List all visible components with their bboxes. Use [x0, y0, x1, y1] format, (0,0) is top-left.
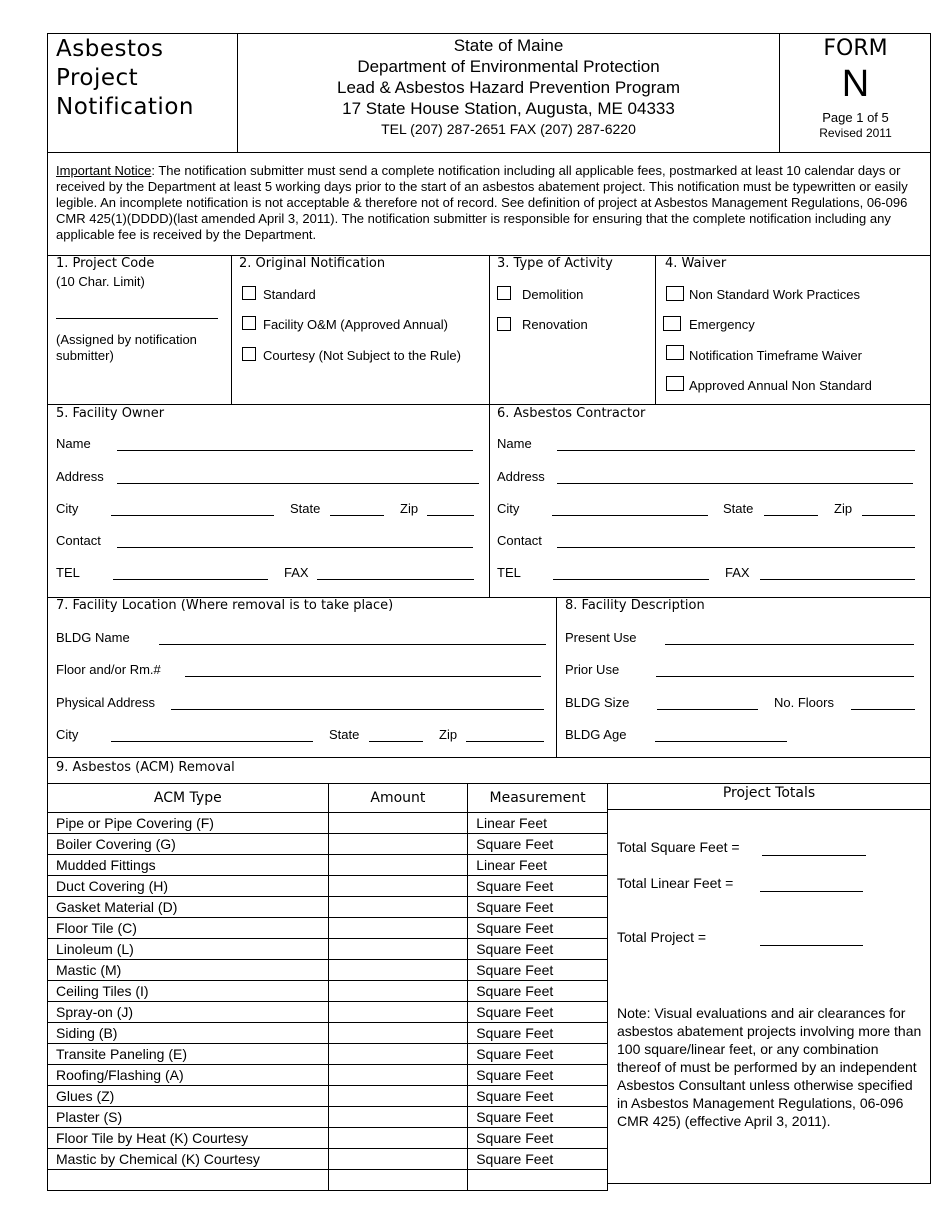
acm-row: [48, 1086, 608, 1107]
bldg-size-label: BLDG Size: [565, 695, 630, 710]
floor-room-field[interactable]: [185, 676, 541, 677]
owner-address-field[interactable]: [117, 483, 479, 484]
owner-contact-label: Contact: [56, 533, 101, 548]
form-title-line: Notification: [56, 94, 194, 120]
owner-state-field[interactable]: [330, 515, 384, 516]
divider: [489, 255, 490, 405]
measurement-cell: Square Feet: [468, 1044, 608, 1065]
demolition-checkbox[interactable]: [497, 286, 511, 300]
owner-name-field[interactable]: [117, 450, 473, 451]
owner-contact-field[interactable]: [117, 547, 473, 548]
amount-cell[interactable]: [328, 813, 468, 834]
section-3-title: 3. Type of Activity: [497, 256, 613, 271]
amount-cell[interactable]: [328, 1044, 468, 1065]
owner-tel-field[interactable]: [113, 579, 268, 580]
acm-type-cell: Mastic by Chemical (K) Courtesy: [48, 1149, 329, 1170]
acm-type-cell: Gasket Material (D): [48, 897, 329, 918]
amount-cell[interactable]: [328, 960, 468, 981]
contractor-state-label: State: [723, 501, 754, 516]
no-floors-label: No. Floors: [774, 695, 834, 710]
renovation-checkbox[interactable]: [497, 317, 511, 331]
owner-tel-label: TEL: [56, 565, 80, 580]
amount-cell[interactable]: [328, 855, 468, 876]
project-totals-header: Project Totals: [722, 785, 816, 801]
measurement-cell: Square Feet: [468, 1107, 608, 1128]
contractor-name-field[interactable]: [557, 450, 915, 451]
divider: [655, 255, 656, 405]
bldg-name-field[interactable]: [159, 644, 546, 645]
acm-row: [48, 1128, 608, 1149]
physical-address-label: Physical Address: [56, 695, 155, 710]
section-7-title: 7. Facility Location (Where removal is to take place): [56, 598, 394, 613]
owner-address-label: Address: [56, 469, 104, 484]
amount-header: Amount: [328, 784, 468, 813]
sections-7-8-box: [47, 597, 931, 758]
acm-row: [48, 1170, 608, 1191]
renovation-label: Renovation: [522, 317, 588, 332]
revised-date: Revised 2011: [819, 126, 892, 140]
owner-zip-label: Zip: [400, 501, 419, 516]
project-code-assigned: (Assigned by notification submitter): [56, 332, 197, 363]
bldg-age-label: BLDG Age: [565, 727, 627, 742]
no-floors-field[interactable]: [851, 709, 915, 710]
acm-type-cell: Roofing/Flashing (A): [48, 1065, 329, 1086]
contractor-zip-field[interactable]: [862, 515, 915, 516]
acm-row: [48, 960, 608, 981]
total-square-feet-label: Total Square Feet =: [617, 839, 740, 855]
acm-type-cell: Spray-on (J): [48, 1002, 329, 1023]
emergency-label: Emergency: [689, 317, 755, 332]
acm-type-cell: Linoleum (L): [48, 939, 329, 960]
agency-line: 17 State House Station, Augusta, ME 04333: [342, 99, 675, 118]
acm-type-cell: Duct Covering (H): [48, 876, 329, 897]
acm-type-cell: Glues (Z): [48, 1086, 329, 1107]
important-notice: [56, 163, 922, 243]
page-number: Page 1 of 5: [822, 110, 889, 125]
acm-type-cell: Ceiling Tiles (I): [48, 981, 329, 1002]
measurement-cell: Square Feet: [468, 1002, 608, 1023]
amount-cell[interactable]: [328, 1170, 468, 1191]
acm-type-cell: Boiler Covering (G): [48, 834, 329, 855]
acm-row: [48, 813, 608, 834]
acm-row: [48, 1023, 608, 1044]
measurement-cell: Square Feet: [468, 1023, 608, 1044]
measurement-cell: Square Feet: [468, 876, 608, 897]
section-9-title: 9. Asbestos (ACM) Removal: [56, 760, 235, 775]
form-title-line: Project: [56, 65, 139, 91]
agency-line: State of Maine: [453, 36, 564, 55]
location-state-field[interactable]: [369, 741, 423, 742]
acm-row: [48, 1002, 608, 1023]
divider: [489, 404, 490, 598]
facility-om-label: Facility O&M (Approved Annual): [263, 317, 448, 332]
divider: [556, 597, 557, 758]
contractor-contact-label: Contact: [497, 533, 542, 548]
location-city-field[interactable]: [111, 741, 313, 742]
acm-row: [48, 876, 608, 897]
measurement-cell: Square Feet: [468, 1065, 608, 1086]
measurement-cell: Square Feet: [468, 1149, 608, 1170]
present-use-label: Present Use: [565, 630, 637, 645]
contractor-state-field[interactable]: [764, 515, 818, 516]
physical-address-field[interactable]: [171, 709, 544, 710]
floor-room-label: Floor and/or Rm.#: [56, 662, 161, 677]
acm-header-row: [48, 784, 608, 813]
owner-name-label: Name: [56, 436, 91, 451]
location-zip-field[interactable]: [466, 741, 544, 742]
measurement-cell: Square Feet: [468, 918, 608, 939]
non-standard-checkbox[interactable]: [666, 286, 684, 301]
contractor-city-field[interactable]: [552, 515, 708, 516]
amount-cell[interactable]: [328, 939, 468, 960]
notice-label: Important Notice: [56, 163, 152, 178]
agency-line: Lead & Asbestos Hazard Prevention Program: [336, 78, 681, 97]
owner-state-label: State: [290, 501, 321, 516]
acm-row: [48, 981, 608, 1002]
acm-row: [48, 855, 608, 876]
standard-checkbox[interactable]: [242, 286, 256, 300]
acm-type-header: ACM Type: [48, 784, 329, 813]
owner-city-field[interactable]: [111, 515, 274, 516]
amount-cell[interactable]: [328, 897, 468, 918]
acm-row: [48, 1149, 608, 1170]
courtesy-checkbox[interactable]: [242, 347, 256, 361]
contractor-fax-field[interactable]: [760, 579, 915, 580]
consultant-note: Note: Visual evaluations and air clearances for asbestos abatement projects involving more than 100 square/linear feet, or any combination thereof of must be performed by an independent Asbestos Consultant unless otherwise specified in Asbestos Management Regulations, 06-096 CMR 425) (effective April 3, 2011).: [617, 1005, 922, 1129]
measurement-cell: Square Feet: [468, 834, 608, 855]
form-label: FORM: [823, 36, 888, 61]
agency-line: Department of Environmental Protection: [357, 57, 660, 76]
contractor-address-field[interactable]: [557, 483, 913, 484]
contractor-tel-label: TEL: [497, 565, 521, 580]
acm-type-cell: Plaster (S): [48, 1107, 329, 1128]
project-code-limit: (10 Char. Limit): [56, 274, 145, 289]
acm-row: [48, 1065, 608, 1086]
location-state-label: State: [329, 727, 360, 742]
bldg-name-label: BLDG Name: [56, 630, 130, 645]
emergency-checkbox[interactable]: [663, 316, 681, 331]
section-1-title: 1. Project Code: [56, 256, 155, 271]
acm-row: [48, 897, 608, 918]
acm-table: [47, 783, 608, 1191]
timeframe-waiver-checkbox[interactable]: [666, 345, 684, 360]
acm-type-cell: Transite Paneling (E): [48, 1044, 329, 1065]
measurement-cell: Square Feet: [468, 981, 608, 1002]
amount-cell[interactable]: [328, 918, 468, 939]
acm-row: [48, 834, 608, 855]
owner-fax-label: FAX: [284, 565, 309, 580]
section-4-title: 4. Waiver: [665, 256, 727, 271]
acm-row: [48, 1044, 608, 1065]
location-city-label: City: [56, 727, 79, 742]
amount-cell[interactable]: [328, 876, 468, 897]
contractor-address-label: Address: [497, 469, 545, 484]
measurement-cell: Linear Feet: [468, 813, 608, 834]
notice-text: : The notification submitter must send a complete notification including all applicable fees, postmarked at least 10 calendar days or received by the Department at least 5 working days prior to the start of an asbestos abatement project. This notification must be typewritten or easily legible. An incomplete notification is not acceptable & therefore not of record. See definition of project at Asbestos Management Regulations, 06-096 CMR 425(1)(DDDD)(last amended April 3, 2011). The notification submitter is responsible for ensuring that the complete notification including any applicable fee is received by the Department.: [56, 163, 908, 242]
section-2-title: 2. Original Notification: [239, 256, 386, 271]
measurement-cell: Square Feet: [468, 897, 608, 918]
acm-type-cell: [48, 1170, 329, 1191]
total-project-field[interactable]: [760, 945, 863, 946]
location-zip-label: Zip: [439, 727, 458, 742]
contractor-city-label: City: [497, 501, 520, 516]
non-standard-label: Non Standard Work Practices: [689, 287, 860, 302]
section-8-title: 8. Facility Description: [565, 598, 705, 613]
contractor-fax-label: FAX: [725, 565, 750, 580]
present-use-field[interactable]: [665, 644, 914, 645]
measurement-cell: Square Feet: [468, 1128, 608, 1149]
acm-type-cell: Floor Tile (C): [48, 918, 329, 939]
acm-type-cell: Mudded Fittings: [48, 855, 329, 876]
prior-use-label: Prior Use: [565, 662, 620, 677]
measurement-header: Measurement: [468, 784, 608, 813]
standard-label: Standard: [263, 287, 316, 302]
form-title-line: Asbestos: [56, 36, 164, 62]
section-5-title: 5. Facility Owner: [56, 406, 165, 421]
annual-non-standard-checkbox[interactable]: [666, 376, 684, 391]
owner-city-label: City: [56, 501, 79, 516]
demolition-label: Demolition: [522, 287, 584, 302]
amount-cell[interactable]: [328, 1065, 468, 1086]
courtesy-label: Courtesy (Not Subject to the Rule): [263, 348, 461, 363]
amount-cell[interactable]: [328, 834, 468, 855]
measurement-cell: Square Feet: [468, 960, 608, 981]
project-totals-header-line: [607, 809, 931, 810]
acm-type-cell: Siding (B): [48, 1023, 329, 1044]
form-title: [56, 35, 194, 122]
contractor-name-label: Name: [497, 436, 532, 451]
amount-cell[interactable]: [328, 1107, 468, 1128]
amount-cell[interactable]: [328, 1149, 468, 1170]
amount-cell[interactable]: [328, 981, 468, 1002]
agency-phone: TEL (207) 287-2651 FAX (207) 287-6220: [381, 121, 636, 137]
acm-type-cell: Pipe or Pipe Covering (F): [48, 813, 329, 834]
amount-cell[interactable]: [328, 1128, 468, 1149]
measurement-cell: Linear Feet: [468, 855, 608, 876]
project-code-field[interactable]: [56, 318, 218, 319]
acm-row: [48, 939, 608, 960]
acm-row: [48, 918, 608, 939]
acm-type-cell: Floor Tile by Heat (K) Courtesy: [48, 1128, 329, 1149]
facility-om-checkbox[interactable]: [242, 316, 256, 330]
measurement-cell: [468, 1170, 608, 1191]
owner-fax-field[interactable]: [317, 579, 474, 580]
contractor-contact-field[interactable]: [557, 547, 915, 548]
bldg-size-field[interactable]: [657, 709, 758, 710]
measurement-cell: Square Feet: [468, 1086, 608, 1107]
agency-block: [238, 35, 779, 139]
amount-cell[interactable]: [328, 1002, 468, 1023]
acm-type-cell: Mastic (M): [48, 960, 329, 981]
form-id-block: [780, 36, 931, 140]
amount-cell[interactable]: [328, 1023, 468, 1044]
total-linear-feet-field[interactable]: [760, 891, 863, 892]
section-6-title: 6. Asbestos Contractor: [497, 406, 646, 421]
form-letter: N: [841, 63, 870, 105]
contractor-zip-label: Zip: [834, 501, 853, 516]
acm-row: [48, 1107, 608, 1128]
total-project-label: Total Project =: [617, 929, 707, 945]
bldg-age-field[interactable]: [655, 741, 787, 742]
contractor-tel-field[interactable]: [553, 579, 709, 580]
timeframe-waiver-label: Notification Timeframe Waiver: [689, 348, 862, 363]
owner-zip-field[interactable]: [427, 515, 474, 516]
prior-use-field[interactable]: [656, 676, 914, 677]
amount-cell[interactable]: [328, 1086, 468, 1107]
total-square-feet-field[interactable]: [762, 855, 866, 856]
measurement-cell: Square Feet: [468, 939, 608, 960]
annual-non-standard-label: Approved Annual Non Standard: [689, 378, 872, 393]
divider: [231, 255, 232, 405]
total-linear-feet-label: Total Linear Feet =: [617, 875, 734, 891]
